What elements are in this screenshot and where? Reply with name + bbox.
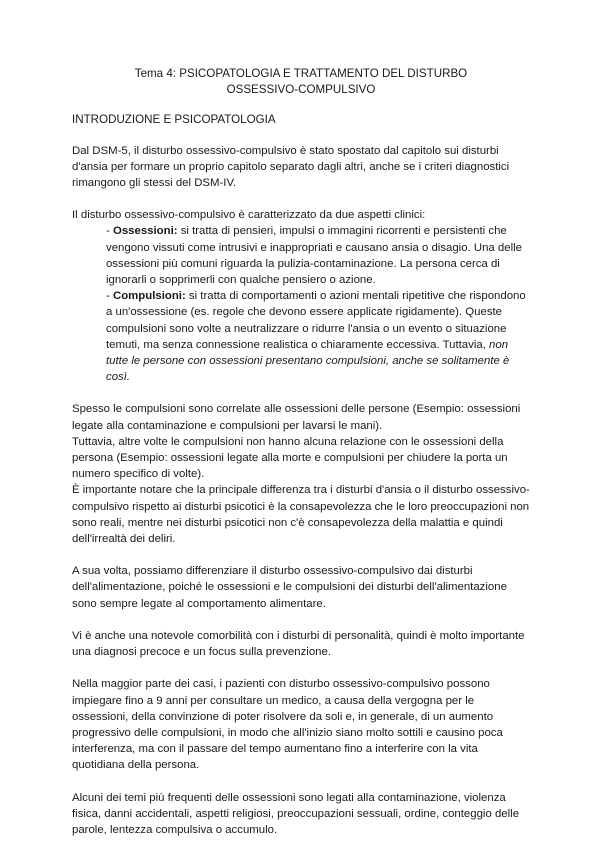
- list-item-compulsions: [106, 288, 530, 385]
- section-heading: INTRODUZIONE E PSICOPATOLOGIA: [72, 113, 276, 127]
- obsessions-text: si tratta di pensieri, impulsi o immagini ricorrenti e persistenti che vengono vissuti come intrusivi e inappropriati e causano ansia o disagio. Una delle ossessioni più comuni riguarda la pulizia-contaminazione. La persona cerca di ignorarli o sopprimerli con qualche pensiero o azione.: [106, 225, 523, 287]
- list-bullet: -: [106, 290, 113, 303]
- title-line-2: OSSESSIVO-COMPULSIVO: [226, 83, 376, 97]
- paragraph-delay: Nella maggior parte dei casi, i pazienti con disturbo ossessivo-compulsivo possono impiegare fino a 9 anni per consultare un medico, a causa della vergogna per le ossessioni, della convinzione di poter risolvere da soli e, in generale, di un aumento progressivo delle compulsioni, in modo che all'inizio siano molto sottili e causino poca interferenza, ma con il passare del tempo aumentano fino a interferire con la vita quotidiana della persona.: [72, 678, 503, 772]
- paragraph-correlated-1: Spesso le compulsioni sono correlate alle ossessioni delle persone (Esempio: ossessioni legate alla contaminazione e compulsioni per lavarsi le mani).: [72, 403, 521, 432]
- compulsions-text: si tratta di comportamenti o azioni mentali ripetitive che rispondono a un'ossessione (es. regole che devono essere applicate rigidamente). Queste compulsioni sono volte a neutralizzare o ridurre l'ansia o un evento o situazione temuti, ma senza connessione realistica o chiaramente eccessiva. Tuttavia,: [106, 290, 526, 351]
- paragraph-correlated-2: Tuttavia, altre volte le compulsioni non hanno alcuna relazione con le ossessioni della persona (Esempio: ossessioni legate alla morte e compulsioni per chiudere la porta un numero specifico di volte).: [72, 435, 508, 481]
- document-title: [72, 66, 530, 98]
- term-obsessions: Ossessioni:: [112, 225, 178, 238]
- paragraph-dsm: Dal DSM-5, il disturbo ossessivo-compulsivo è stato spostato dal capitolo sui disturbi d'ansia per formare un proprio capitolo separato dagli altri, anche se i criteri diagnostici rimangono gli stessi del DSM-IV.: [72, 144, 510, 190]
- list-item-obsessions: [106, 223, 530, 288]
- paragraph-comorbidity: Vi è anche una notevole comorbilità con i disturbi di personalità, quindi è molto importante una diagnosi precoce e un focus sulla prevenzione.: [72, 629, 525, 659]
- paragraph-correlated-3: È importante notare che la principale differenza tra i disturbi d'ansia o il disturbo ossessivo-compulsivo rispetto ai disturbi psicotici è la consapevolezza che le loro preoccupazioni non sono reali, mentre nei disturbi psicotici non c'è consapevolezza della malattia e quindi dell'irrealtà dei deliri.: [72, 484, 530, 546]
- term-compulsions: Compulsioni:: [112, 290, 186, 303]
- title-line-1: Tema 4: PSICOPATOLOGIA E TRATTAMENTO DEL DISTURBO: [134, 67, 468, 80]
- compulsions-italic-note: non tutte le persone con ossessioni presentano compulsioni, anche se solitamente è così.: [106, 338, 510, 384]
- paragraph-eating: A sua volta, possiamo differenziare il disturbo ossessivo-compulsivo dai disturbi dell'alimentazione, poiché le ossessioni e le compulsioni dei disturbi dell'alimentazione sono sempre legate al comportamento alimentare.: [72, 565, 507, 610]
- clinical-aspects-list: [106, 223, 530, 385]
- list-bullet: -: [106, 225, 113, 238]
- paragraph-themes: Alcuni dei temi più frequenti delle ossessioni sono legati alla contaminazione, violenza fisica, danni accidentali, aspetti religiosi, preoccupazioni sessuali, ordine, conteggio delle parole, lentezza compulsiva o accumulo.: [72, 791, 520, 836]
- correlation-paragraphs: [72, 401, 530, 547]
- paragraph-aspects-intro: Il disturbo ossessivo-compulsivo è caratterizzato da due aspetti clinici:: [72, 209, 426, 222]
